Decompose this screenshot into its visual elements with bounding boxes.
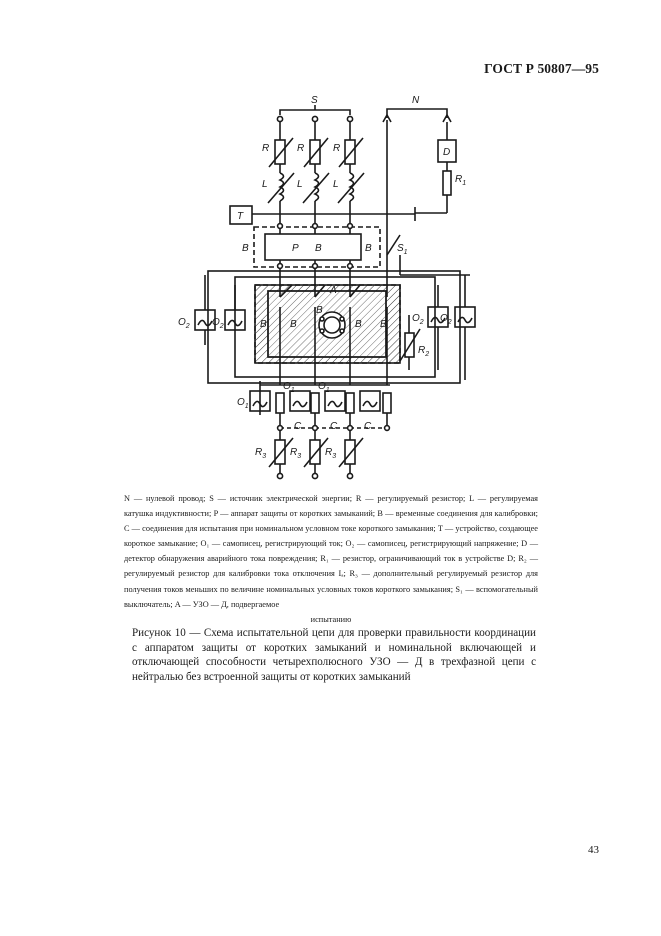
label-O1: $O_1$ <box>237 397 249 410</box>
label-R: R <box>333 143 341 154</box>
label-A: A <box>330 285 337 296</box>
label-L: L <box>333 179 339 190</box>
label-B: B <box>290 319 297 330</box>
label-S1: $S_1$ <box>397 243 408 256</box>
label-O2: $O_2$ <box>440 313 452 326</box>
label-B: B <box>242 243 249 254</box>
label-R2: $R_2$ <box>418 345 430 358</box>
label-B: B <box>365 243 372 254</box>
label-R3: $R_3$ <box>325 447 337 460</box>
label-R1: $R_1$ <box>455 174 467 187</box>
label-C: C <box>294 421 302 432</box>
label-O2: $O_2$ <box>178 317 190 330</box>
label-C: C <box>330 421 338 432</box>
label-B: B <box>380 319 387 330</box>
figure-caption <box>132 626 536 684</box>
circuit-diagram-svg <box>150 85 510 485</box>
label-L: L <box>262 179 268 190</box>
label-B: B <box>355 319 362 330</box>
label-O2: $O_2$ <box>412 313 424 326</box>
label-P: P <box>292 243 299 254</box>
circuit-diagram <box>150 85 510 485</box>
label-B: B <box>316 305 323 316</box>
figure-legend <box>124 491 538 627</box>
label-R: R <box>297 143 305 154</box>
label-D: D <box>443 147 451 158</box>
page-number: 43 <box>588 844 599 856</box>
label-B: B <box>260 319 267 330</box>
label-N: N <box>412 95 420 106</box>
label-O1: $O_1$ <box>283 381 295 394</box>
label-L: L <box>297 179 303 190</box>
label-R: R <box>262 143 270 154</box>
label-O1: $O_1$ <box>318 381 330 394</box>
label-O2: $O_2$ <box>212 317 224 330</box>
label-C: C <box>364 421 372 432</box>
standard-code: ГОСТ Р 50807—95 <box>484 61 599 76</box>
caption-text: Рисунок 10 — Схема испытательной цепи для проверки правильности координации с аппаратом защиты от коротких замыканий и номинальной включающей и отключающей способности четырехполюсного УЗО — Д в трехфазной цепи с нейтралью без встроенной защиты от коротких замыканий <box>132 627 536 683</box>
label-B: B <box>315 243 322 254</box>
label-R3: $R_3$ <box>255 447 267 460</box>
legend-tail: испытанию <box>310 614 352 624</box>
label-S: S <box>311 95 318 106</box>
legend-text: N — нулевой провод; S — источник электрической энергии; R — регулируемый резистор; L — регулируемая катушка индуктивности; P — аппарат защиты от коротких замыканий; B — временные соединения для калибровки; C — соединения для испытания при номинальном условном токе короткого замыкания; T — устройство, создающее короткое замыкание; O₁ — самописец, регистрирующий ток; O₂ — самописец, регистрирующий напряжение; D — детектор обнаружения аварийного тока повреждения; R₁ — резистор, ограничивающий ток в устройстве D; R₂ — регулируемый резистор для калибровки тока отключения Iₐ; R₃ — дополнительный регулируемый резистор для получения токов меньших по величине номинальных условных токов короткого замыкания; S₁ — вспомогательный выключатель; A — УЗО — Д, подвергаемое <box>124 494 538 609</box>
label-T: T <box>237 211 244 222</box>
label-R3: $R_3$ <box>290 447 302 460</box>
